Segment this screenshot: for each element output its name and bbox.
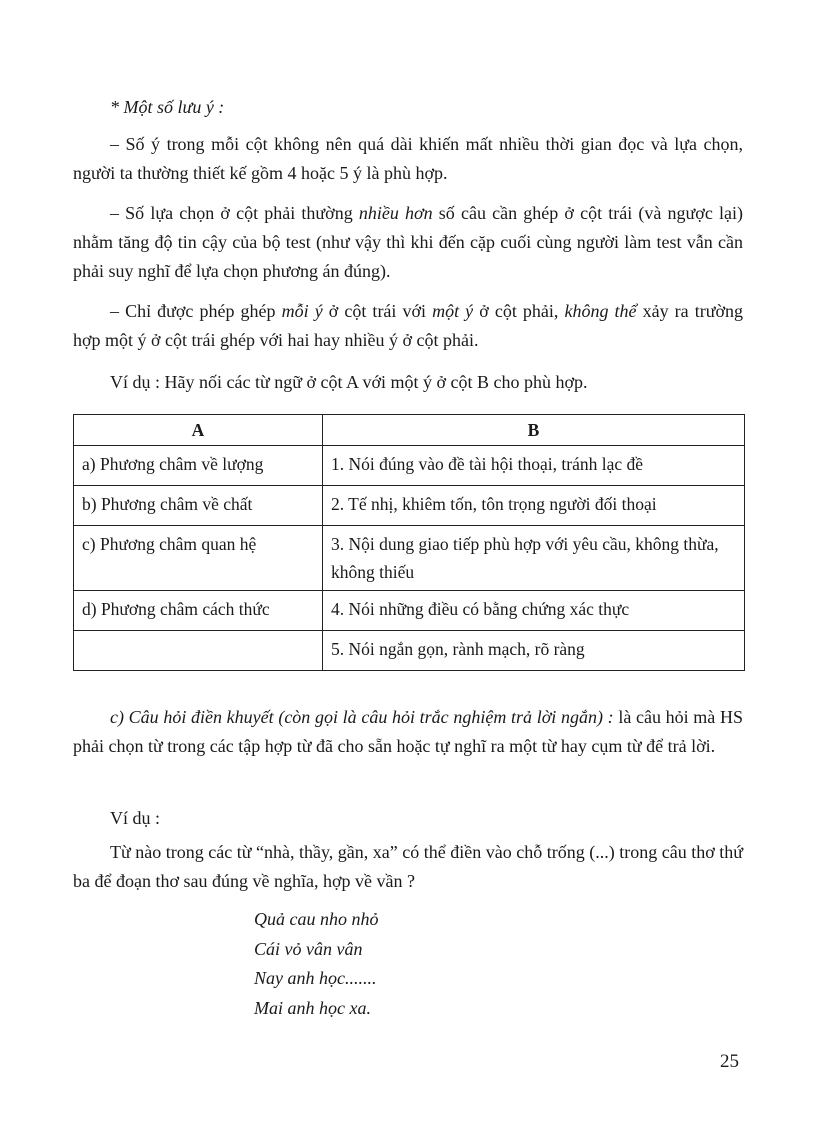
- paragraph-fill-in-question: [73, 703, 743, 761]
- table-header-row: [74, 415, 745, 446]
- table-row: [74, 446, 745, 486]
- table-row: [74, 591, 745, 631]
- text-run: ở cột phải,: [473, 301, 565, 321]
- cell-a: b) Phương châm về chất: [74, 486, 323, 526]
- cell-b: 5. Nói ngắn gọn, rành mạch, rõ ràng: [323, 631, 745, 671]
- emphasis-text: nhiều hơn: [358, 203, 433, 223]
- poem-line: Mai anh học xa.: [254, 997, 371, 1018]
- cell-a: a) Phương châm về lượng: [74, 446, 323, 486]
- poem: [254, 905, 379, 1023]
- poem-line: Nay anh học.......: [254, 968, 377, 988]
- table-row: [74, 631, 745, 671]
- emphasis-text: một ý: [432, 301, 474, 321]
- example-intro: Ví dụ : Hãy nối các từ ngữ ở cột A với một ý ở cột B cho phù hợp.: [110, 372, 588, 392]
- cell-b: 4. Nói những điều có bằng chứng xác thực: [323, 591, 745, 631]
- text-run: – Chỉ được phép ghép: [110, 301, 282, 321]
- column-a-header: A: [74, 415, 323, 446]
- text-run: – Số lựa chọn ở cột phải thường: [110, 203, 359, 223]
- example-label: Ví dụ :: [110, 808, 161, 828]
- poem-line: Quả cau nho nhỏ: [254, 909, 379, 929]
- text-run: xảy ra trường hợp một ý ở cột trái ghép với hai hay nhiều ý ở cột phải.: [73, 301, 744, 350]
- paragraph-items-count: – Số ý trong mỗi cột không nên quá dài khiến mất nhiều thời gian đọc và lựa chọn, người ta thường thiết kế gồm 4 hoặc 5 ý là phù hợp.: [73, 134, 743, 183]
- table-row: [74, 486, 745, 526]
- emphasis-text: mỗi ý: [281, 301, 323, 321]
- table-row: [74, 526, 745, 591]
- text-run: là câu hỏi mà HS phải chọn từ trong các tập hợp từ đã cho sẵn hoặc tự nghĩ ra một từ hay cụm từ để trả lời.: [73, 707, 743, 756]
- emphasis-text: không thể: [564, 301, 637, 321]
- column-b-header: B: [323, 415, 745, 446]
- matching-table: [73, 414, 745, 671]
- page-number: 25: [720, 1051, 739, 1072]
- poem-line: Cái vỏ vân vân: [254, 938, 363, 959]
- question-text: Từ nào trong các từ “nhà, thầy, gần, xa” có thể điền vào chỗ trống (...) trong câu thơ thứ ba để đoạn thơ sau đúng về nghĩa, hợp về vần ?: [73, 842, 743, 891]
- cell-b: 1. Nói đúng vào đề tài hội thoại, tránh lạc đề: [323, 446, 745, 486]
- note-title: * Một số lưu ý :: [110, 97, 225, 117]
- cell-b: 2. Tế nhị, khiêm tốn, tôn trọng người đối thoại: [323, 486, 745, 526]
- cell-a: d) Phương châm cách thức: [74, 591, 323, 631]
- cell-a: c) Phương châm quan hệ: [74, 526, 323, 591]
- cell-a: [74, 631, 323, 671]
- paragraph-one-to-one: [73, 297, 743, 355]
- paragraph-more-choices: [73, 199, 743, 286]
- text-run: số câu cần ghép ở cột trái (và ngược lại) nhằm tăng độ tin cậy của bộ test (như vậy thì khi đến cặp cuối cùng người làm test vẫn cần phải suy nghĩ để lựa chọn phương án đúng).: [73, 203, 743, 281]
- cell-b: 3. Nội dung giao tiếp phù hợp với yêu cầu, không thừa, không thiếu: [323, 526, 745, 591]
- section-heading-c: c) Câu hỏi điền khuyết (còn gọi là câu hỏi trắc nghiệm trả lời ngắn) :: [110, 707, 614, 727]
- text-run: ở cột trái với: [322, 301, 433, 321]
